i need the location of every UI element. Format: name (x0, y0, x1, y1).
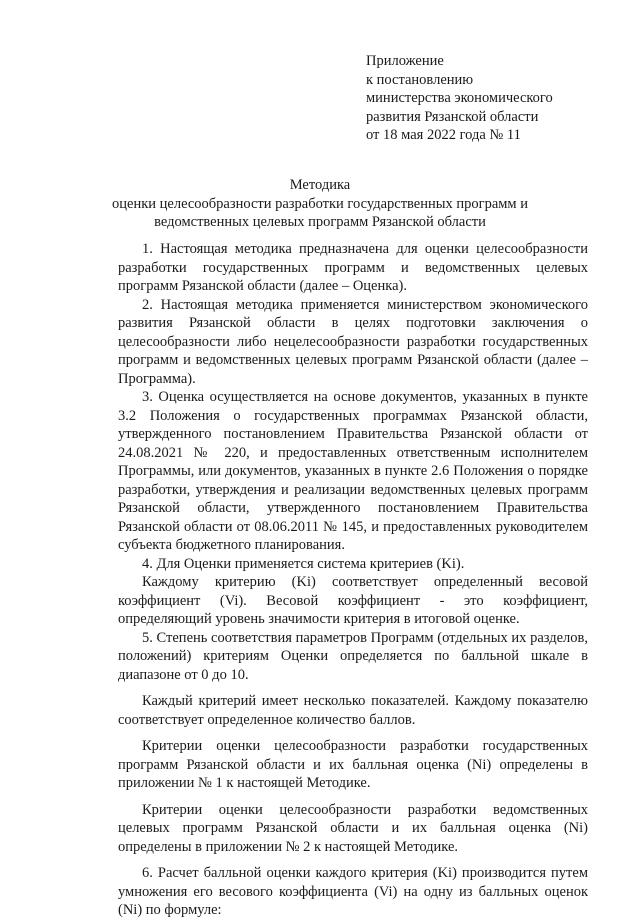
appendix-line: Приложение (366, 53, 444, 69)
paragraph-5-indicators: Каждый критерий имеет несколько показателей. Каждому показателю соответствует определенное количество баллов. (118, 693, 588, 728)
appendix-line: развития Рязанской области (366, 108, 539, 125)
paragraph-5-departmental-programs: Критерии оценки целесообразности разработки ведомственных целевых программ Рязанской области и их балльная оценка (Ni) определены в приложении № 2 к настоящей Методике. (118, 801, 588, 855)
document-title (0, 176, 640, 232)
title-line: ведомственных целевых программ Рязанской области (154, 214, 486, 230)
paragraph-5: 5. Степень соответствия параметров Программ (отдельных их разделов, положений) критериям Оценки определяется по балльной шкале в диапазоне от 0 до 10. (118, 629, 588, 683)
paragraph-2: 2. Настоящая методика применяется министерством экономического развития Рязанской области в целях подготовки заключения о целесообразности либо нецелесообразности разработки государственных программ и ведомственных целевых программ Рязанской области (далее – Программа). (118, 296, 588, 387)
document-body (118, 240, 588, 920)
appendix-line: к постановлению (366, 71, 474, 88)
paragraph-5-state-programs: Критерии оценки целесообразности разработки государственных программ Рязанской области и их балльная оценка (Ni) определены в приложении № 1 к настоящей Методике. (118, 738, 588, 791)
appendix-header (366, 52, 553, 145)
paragraph-4: 4. Для Оценки применяется система критериев (Ki). (142, 555, 465, 572)
paragraph-4-weight: Каждому критерию (Ki) соответствует определенный весовой коэффициент (Vi). Весовой коэффициент - это коэффициент, определяющий уровень значимости критерия в итоговой оценке. (118, 574, 588, 627)
title-line: Методика (289, 177, 351, 193)
paragraph-6: 6. Расчет балльной оценки каждого критерия (Ki) производится путем умножения его весового коэффициента (Vi) на одну из балльных оценок (Ni) по формуле: (118, 865, 588, 918)
title-line: оценки целесообразности разработки государственных программ и (112, 195, 528, 212)
appendix-line: от 18 мая 2022 года № 11 (366, 127, 521, 143)
paragraph-1: 1. Настоящая методика предназначена для оценки целесообразности разработки государственных программ и ведомственных целевых программ Рязанской области (далее – Оценка). (118, 241, 588, 294)
paragraph-3: 3. Оценка осуществляется на основе документов, указанных в пункте 3.2 Положения о государственных программах Рязанской области, утвержденного постановлением Правительства Рязанской области от 24.08.2021 № 220, и предоставленных ответственным исполнителем Программы, или документов, указанных в пункте 2.6 Положения о порядке разработки, утверждения и реализации ведомственных целевых программ Рязанской области, утвержденного постановлением Правительства Рязанской области от 08.06.2011 № 145, и предоставленных руководителем субъекта бюджетного планирования. (118, 389, 588, 553)
appendix-line: министерства экономического (366, 90, 553, 106)
